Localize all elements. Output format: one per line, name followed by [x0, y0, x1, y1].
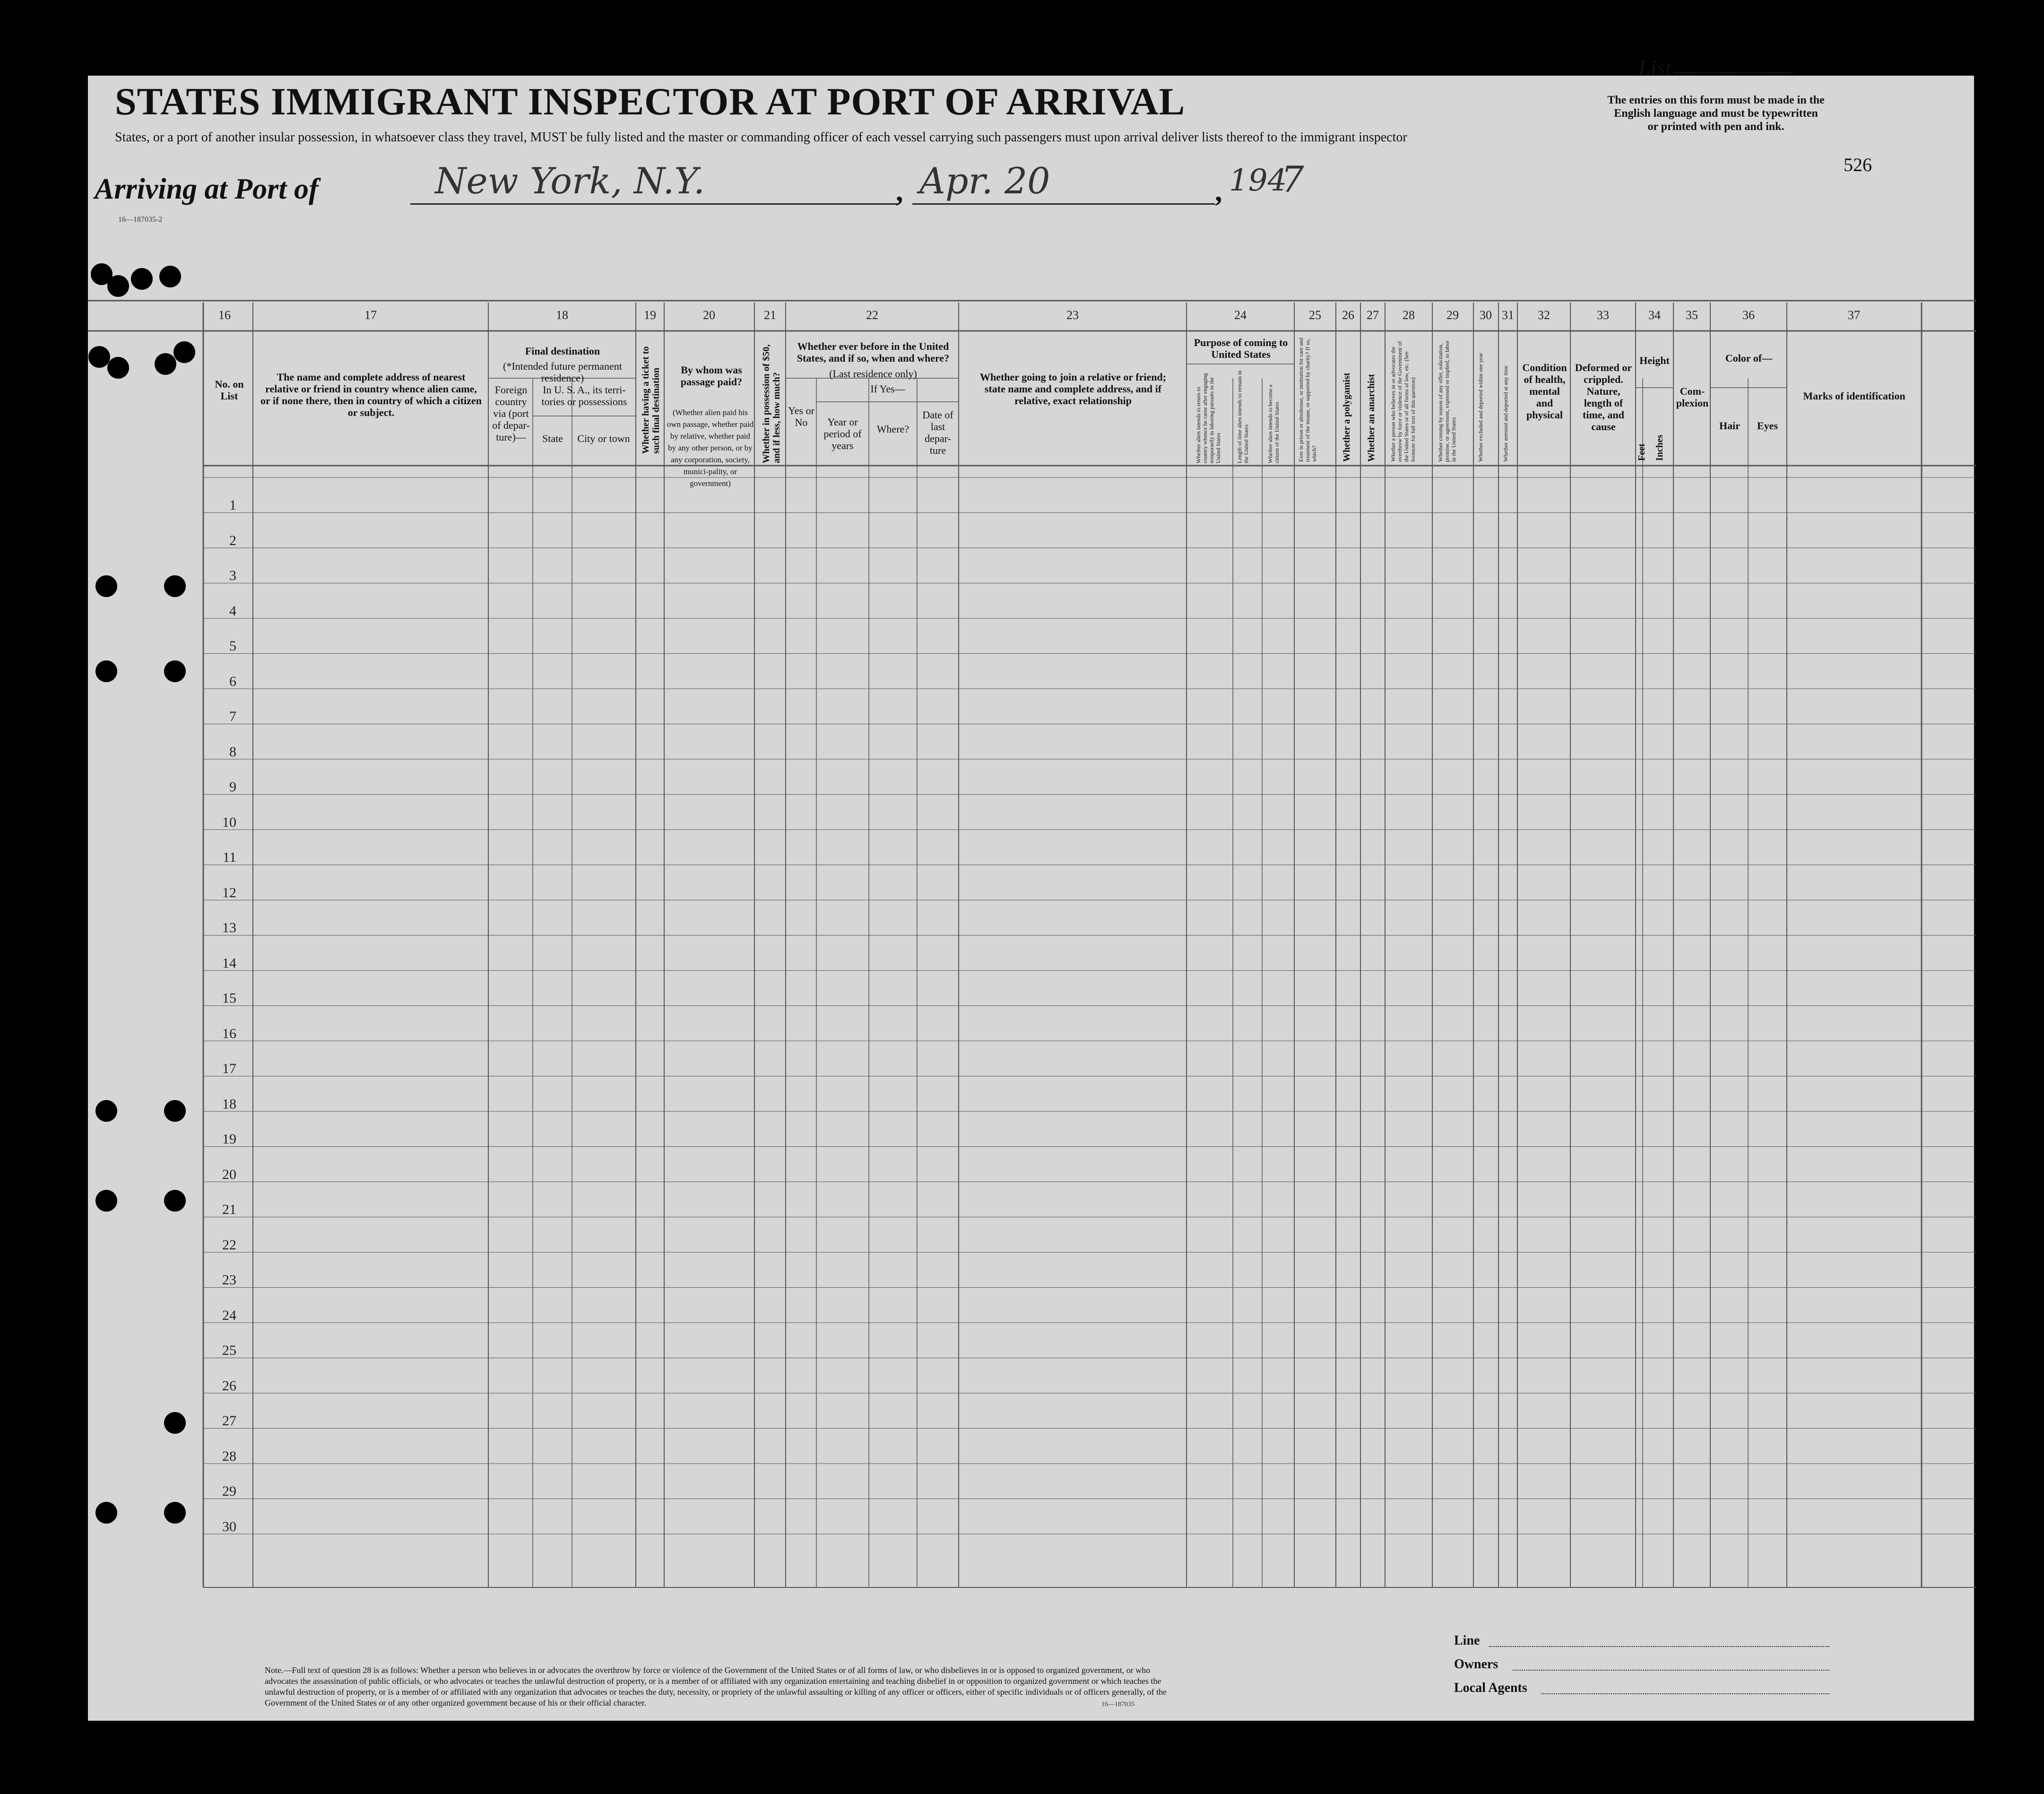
header-yes-no: Yes or No	[788, 405, 814, 428]
list-label: List	[1638, 55, 1672, 79]
line-fill	[1489, 1645, 1829, 1647]
column-number: 27	[1367, 308, 1379, 322]
header-offer-labor: Whether coming by reason of any offer, solicitation, promise, or agreement, expressed or implied, to labor in the United States	[1437, 340, 1457, 462]
binder-hole	[95, 1100, 117, 1122]
header-purpose-citizen: Whether alien intends to become a citizen of the United States	[1267, 384, 1280, 463]
header-feet: Feet	[1637, 443, 1647, 461]
year-printed: 194	[1229, 163, 1287, 198]
column-number: 19	[644, 308, 656, 322]
header-prison: Ever in prison or almshouse, or institution for care and treatment of the insane, or supported by charity? If so, which?	[1298, 338, 1317, 462]
column-number: 20	[703, 308, 715, 322]
column-number: 24	[1234, 308, 1247, 322]
header-final-destination-sub: (*Intended future permanent residence)	[503, 360, 622, 384]
binder-hole	[159, 266, 181, 287]
binder-hole	[95, 1502, 117, 1524]
binder-hole	[155, 353, 176, 375]
row-number: 9	[229, 779, 236, 795]
column-number: 22	[866, 308, 878, 322]
header-height: Height	[1639, 355, 1670, 366]
row-number: 24	[222, 1307, 236, 1323]
column-number: 23	[1066, 308, 1079, 322]
footer-form-number: 16—187035	[1101, 1701, 1135, 1708]
row-number: 5	[229, 638, 236, 654]
agents-fill	[1541, 1692, 1829, 1694]
header-deformed: Deformed or crippled. Nature, length of time, and cause	[1575, 362, 1632, 433]
header-last-residence: (Last residence only)	[829, 368, 917, 380]
header-anarchist: Whether an anarchist	[1366, 374, 1377, 462]
header-no-on-list: No. on List	[215, 378, 244, 402]
row-number: 2	[229, 532, 236, 548]
binder-hole	[95, 660, 117, 682]
header-year-period: Year or period of years	[823, 416, 862, 451]
row-number: 17	[222, 1061, 236, 1076]
column-number: 17	[364, 308, 377, 322]
row-number: 1	[229, 497, 236, 513]
column-number: 29	[1446, 308, 1459, 322]
owners-fill	[1513, 1669, 1829, 1671]
header-purpose-return: Whether alien intends to return to country whence he came after engaging temporarily in laboring pursuits in the United States	[1195, 373, 1221, 463]
binder-hole	[131, 268, 153, 290]
column-number: 36	[1742, 308, 1755, 322]
header-city: City or town	[577, 433, 630, 444]
header-eyes: Eyes	[1757, 420, 1778, 432]
row-number: 22	[222, 1237, 236, 1253]
header-color-of: Color of—	[1725, 352, 1773, 364]
header-fifty-dollars: Whether in possession of $50, and if less, how much?	[761, 344, 782, 463]
port-handwritten: New York, N.Y.	[435, 160, 705, 202]
header-join-relative: Whether going to join a relative or friend; state name and complete address, and if relative, exact relationship	[979, 371, 1167, 407]
owners-label: Owners	[1454, 1657, 1498, 1672]
header-overthrow: Whether a person who believes in or advocates the overthrow by force or violence of the Government of the United States or of all forms of law, etc. (See footnote for full text of this question)	[1390, 341, 1416, 462]
row-number: 15	[222, 990, 236, 1006]
row-number: 3	[229, 568, 236, 583]
header-ticket: Whether having a ticket to such final destination	[641, 346, 661, 454]
column-number: 21	[764, 308, 776, 322]
row-number: 27	[222, 1413, 236, 1429]
row-number: 21	[222, 1202, 236, 1217]
year-handwritten: 7	[1281, 158, 1304, 200]
column-number: 32	[1538, 308, 1550, 322]
header-state: State	[542, 433, 563, 444]
header-health: Condition of health, mental and physical	[1522, 362, 1567, 421]
binder-hole	[164, 660, 186, 682]
header-hair: Hair	[1719, 420, 1740, 432]
page-title: STATES IMMIGRANT INSPECTOR AT PORT OF ARRIVAL	[115, 80, 1186, 123]
entries-note: The entries on this form must be made in the English language and must be typewritten or printed with pen and ink.	[1607, 94, 1825, 133]
header-excluded: Whether excluded and deported within one year	[1477, 353, 1484, 462]
row-number: 8	[229, 744, 236, 760]
binder-hole	[95, 575, 117, 597]
column-number: 37	[1848, 308, 1860, 322]
line-label: Line	[1454, 1633, 1480, 1648]
comma-separator: ,	[896, 175, 903, 208]
page-number: 526	[1844, 154, 1872, 175]
header-purpose-length: Length of time alien intends to remain in the United States	[1236, 370, 1249, 463]
row-number: 29	[222, 1483, 236, 1499]
row-number: 13	[222, 920, 236, 936]
header-in-usa: In U. S. A., its terri-tories or possessions	[541, 384, 627, 407]
comma-separator-2: ,	[1215, 175, 1222, 208]
form-number: 16—187035-2	[118, 216, 163, 224]
binder-hole	[107, 275, 129, 297]
row-number: 16	[222, 1025, 236, 1041]
header-purpose: Purpose of coming to United States	[1194, 337, 1288, 360]
binder-hole	[173, 341, 195, 363]
header-date-departure: Date of last depar-ture	[922, 409, 953, 456]
binder-hole	[164, 1412, 186, 1434]
column-number: 25	[1309, 308, 1321, 322]
column-number: 33	[1597, 308, 1609, 322]
header-where: Where?	[876, 423, 909, 435]
column-number: 30	[1480, 308, 1492, 322]
header-foreign-country: Foreign country via (port of depar-ture)—	[492, 384, 530, 443]
row-number: 30	[222, 1518, 236, 1534]
header-if-yes: If Yes—	[870, 383, 905, 395]
column-number: 28	[1403, 308, 1415, 322]
row-number: 7	[229, 709, 236, 724]
header-ever-before: Whether ever before in the United States, and if so, when and where?	[797, 340, 950, 364]
header-complexion: Com-plexion	[1676, 385, 1709, 409]
header-marks: Marks of identification	[1803, 390, 1905, 402]
row-number: 4	[229, 603, 236, 619]
column-number: 18	[556, 308, 568, 322]
page-subtitle: States, or a port of another insular possession, in whatsoever class they travel, MUST be fully listed and the master or commanding officer of each vessel carrying such passengers must upon arrival deliver lists thereof to the immigrant inspector	[115, 130, 1407, 145]
header-inches: Inches	[1654, 434, 1665, 461]
row-number: 11	[223, 849, 236, 865]
header-polygamist: Whether a polygamist	[1342, 373, 1352, 462]
header-arrested: Whether arrested and deported at any time	[1502, 365, 1509, 462]
row-number: 26	[222, 1378, 236, 1394]
header-passage-paid: By whom was passage paid?	[680, 364, 743, 388]
header-passage-paid-sub: (Whether alien paid his own passage, whether paid by relative, whether paid by any other person, or by any corporation, society, munici-pality, or government)	[667, 408, 754, 488]
row-number: 12	[222, 884, 236, 901]
row-number: 25	[222, 1343, 236, 1358]
footnote: Note.—Full text of question 28 is as follows: Whether a person who believes in or advocates the overthrow by force or violence of the Government of the United States or of all forms of law, or who disbelieves in or is opposed to organized government, or who advocates the assassination of public officials, or who advocates or teaches the unlawful destruction of property, or is a member of or affiliated with any organization entertaining and teaching disbelief in or opposition to organized government or which teaches the unlawful destruction of property, or is a member of or affiliated with any organization that advocates or teaches the duty, necessity, or propriety of the unlawful assaulting or killing of any officer or officers, either of specific individuals or of officers generally, of the Government of the United States or of any other organized government because of his or their official character.	[265, 1665, 1167, 1707]
binder-hole	[164, 1190, 186, 1212]
row-number: 23	[222, 1272, 236, 1288]
row-number: 19	[222, 1131, 236, 1147]
date-handwritten: Apr. 20	[919, 160, 1050, 202]
column-number: 26	[1342, 308, 1354, 322]
arriving-label: Arriving at Port of	[95, 173, 319, 205]
row-number: 28	[222, 1448, 236, 1464]
binder-hole	[88, 346, 110, 368]
binder-hole	[164, 1100, 186, 1122]
header-nearest-relative: The name and complete address of nearest relative or friend in country whence alien came, or if none there, then in country of which a citizen or subject.	[260, 371, 482, 418]
column-number: 16	[218, 308, 231, 322]
column-number: 31	[1502, 308, 1514, 322]
column-number: 34	[1648, 308, 1661, 322]
row-number: 14	[222, 955, 236, 971]
row-number: 20	[222, 1166, 236, 1182]
binder-hole	[164, 1502, 186, 1524]
binder-hole	[164, 575, 186, 597]
row-number: 18	[222, 1096, 236, 1112]
column-number: 35	[1686, 308, 1698, 322]
header-final-destination: Final destination	[525, 345, 600, 357]
local-agents-label: Local Agents	[1454, 1681, 1527, 1695]
binder-hole	[95, 1190, 117, 1212]
row-number: 6	[229, 673, 236, 689]
row-number: 10	[222, 814, 236, 830]
binder-hole	[107, 357, 129, 379]
